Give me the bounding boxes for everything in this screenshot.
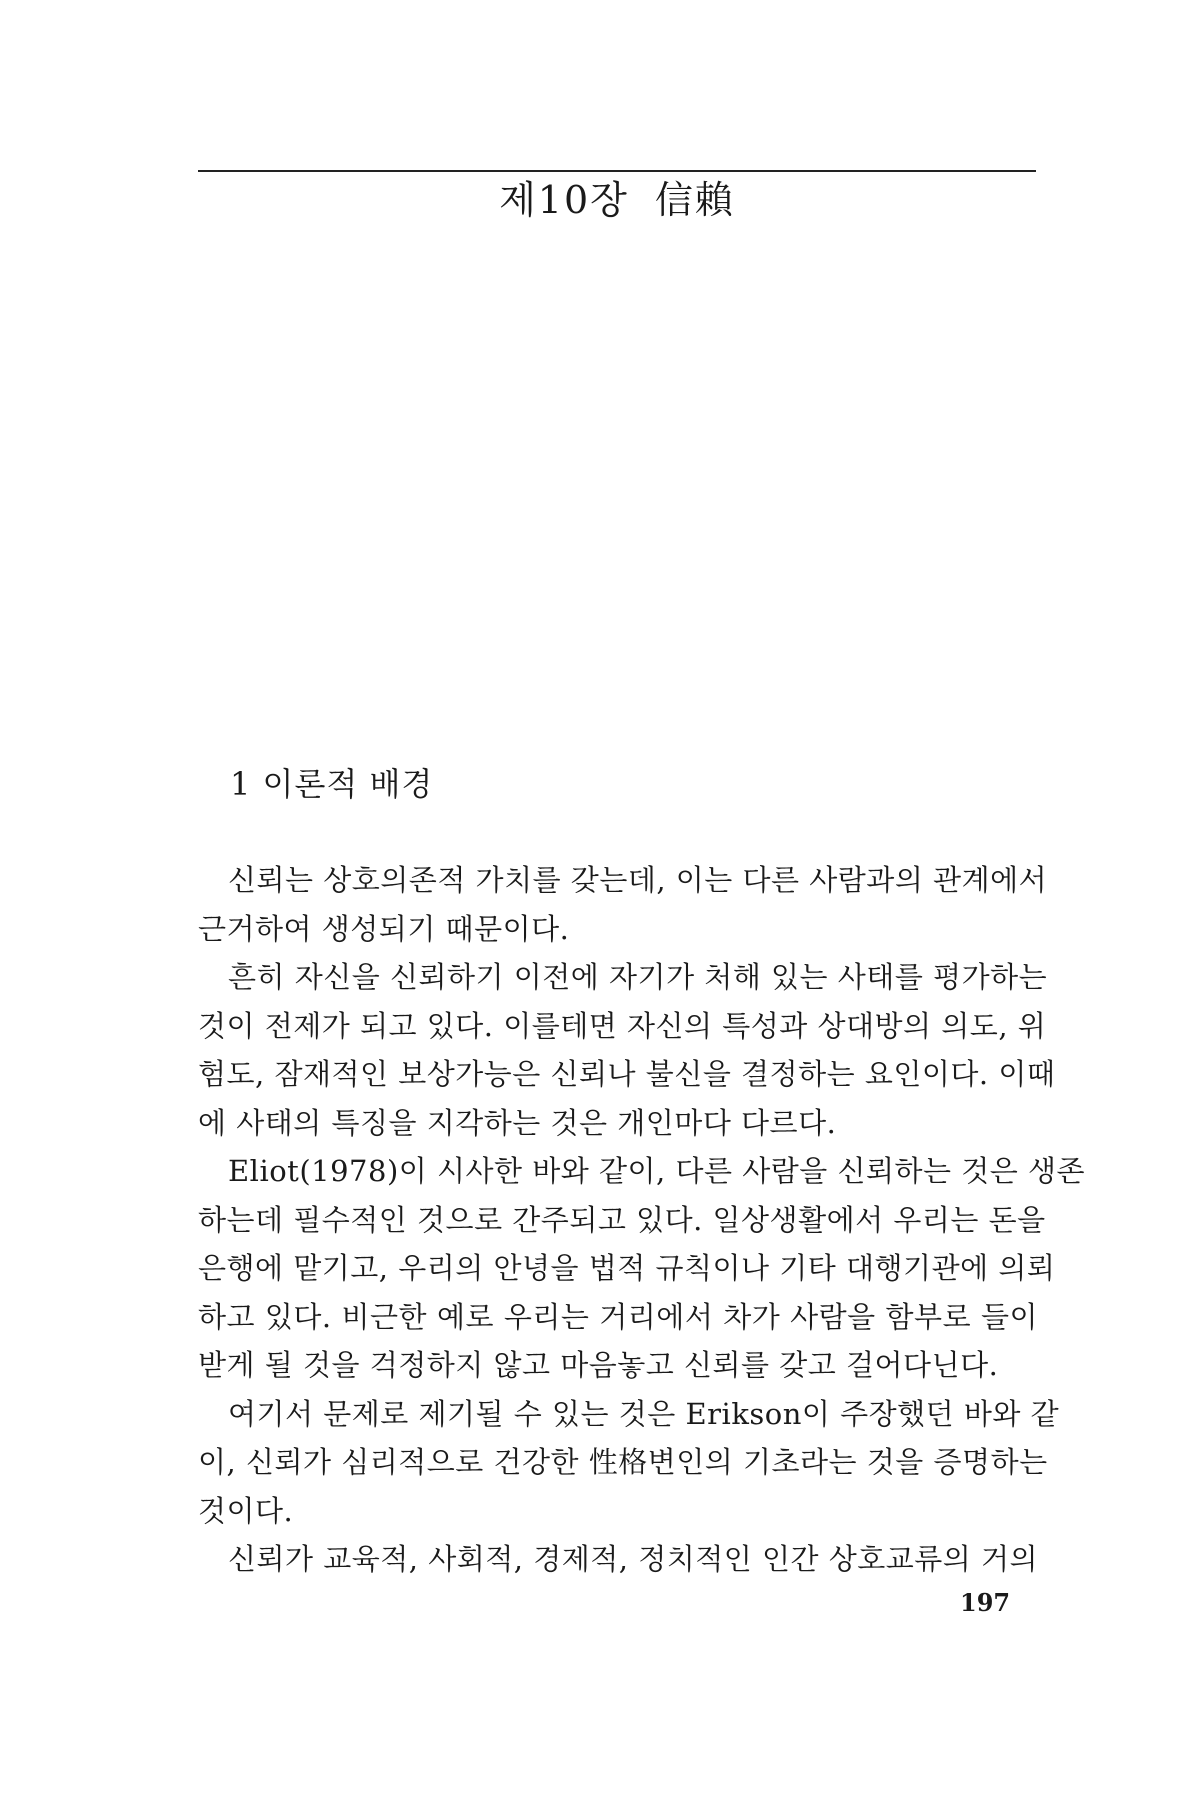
- body-line: 험도, 잠재적인 보상가능은 신뢰나 불신을 결정하는 요인이다. 이때: [198, 1057, 1056, 1091]
- body-line: 이, 신뢰가 심리적으로 건강한 性格변인의 기초라는 것을 증명하는: [198, 1445, 1048, 1479]
- chapter-number: 제10장: [499, 178, 629, 222]
- body-line: 것이 전제가 되고 있다. 이를테면 자신의 특성과 상대방의 의도, 위: [198, 1008, 1047, 1043]
- body-line: Eliot(1978)이 시사한 바와 같이, 다른 사람을 신뢰하는 것은 생존: [228, 1154, 1086, 1188]
- body-line: 신뢰가 교육적, 사회적, 경제적, 정치적인 인간 상호교류의 거의: [228, 1542, 1039, 1576]
- body-line: 받게 될 것을 걱정하지 않고 마음놓고 신뢰를 갖고 걸어다닌다.: [198, 1348, 999, 1382]
- body-line: 근거하여 생성되기 때문이다.: [198, 911, 570, 946]
- chapter-name: 信賴: [654, 178, 735, 222]
- body-line: 신뢰는 상호의존적 가치를 갖는데, 이는 다른 사람과의 관계에서: [228, 863, 1048, 897]
- body-text: [198, 856, 1086, 1584]
- section-heading: 1 이론적 배경: [230, 765, 434, 803]
- body-line: 것이다.: [198, 1493, 294, 1528]
- body-line: 흔히 자신을 신뢰하기 이전에 자기가 처해 있는 사태를 평가하는: [228, 960, 1048, 994]
- chapter-rule: [198, 170, 1036, 172]
- body-line: 하고 있다. 비근한 예로 우리는 거리에서 차가 사람을 함부로 들이: [198, 1299, 1038, 1334]
- body-line: 하는데 필수적인 것으로 간주되고 있다. 일상생활에서 우리는 돈을: [198, 1202, 1046, 1237]
- chapter-title: [198, 176, 1036, 224]
- body-line: 여기서 문제로 제기될 수 있는 것은 Erikson이 주장했던 바와 같: [228, 1396, 1060, 1431]
- page-number: 197: [960, 1588, 1011, 1617]
- body-line: 은행에 맡기고, 우리의 안녕을 법적 규칙이나 기타 대행기관에 의뢰: [198, 1251, 1056, 1285]
- body-line: 에 사태의 특징을 지각하는 것은 개인마다 다르다.: [198, 1105, 837, 1140]
